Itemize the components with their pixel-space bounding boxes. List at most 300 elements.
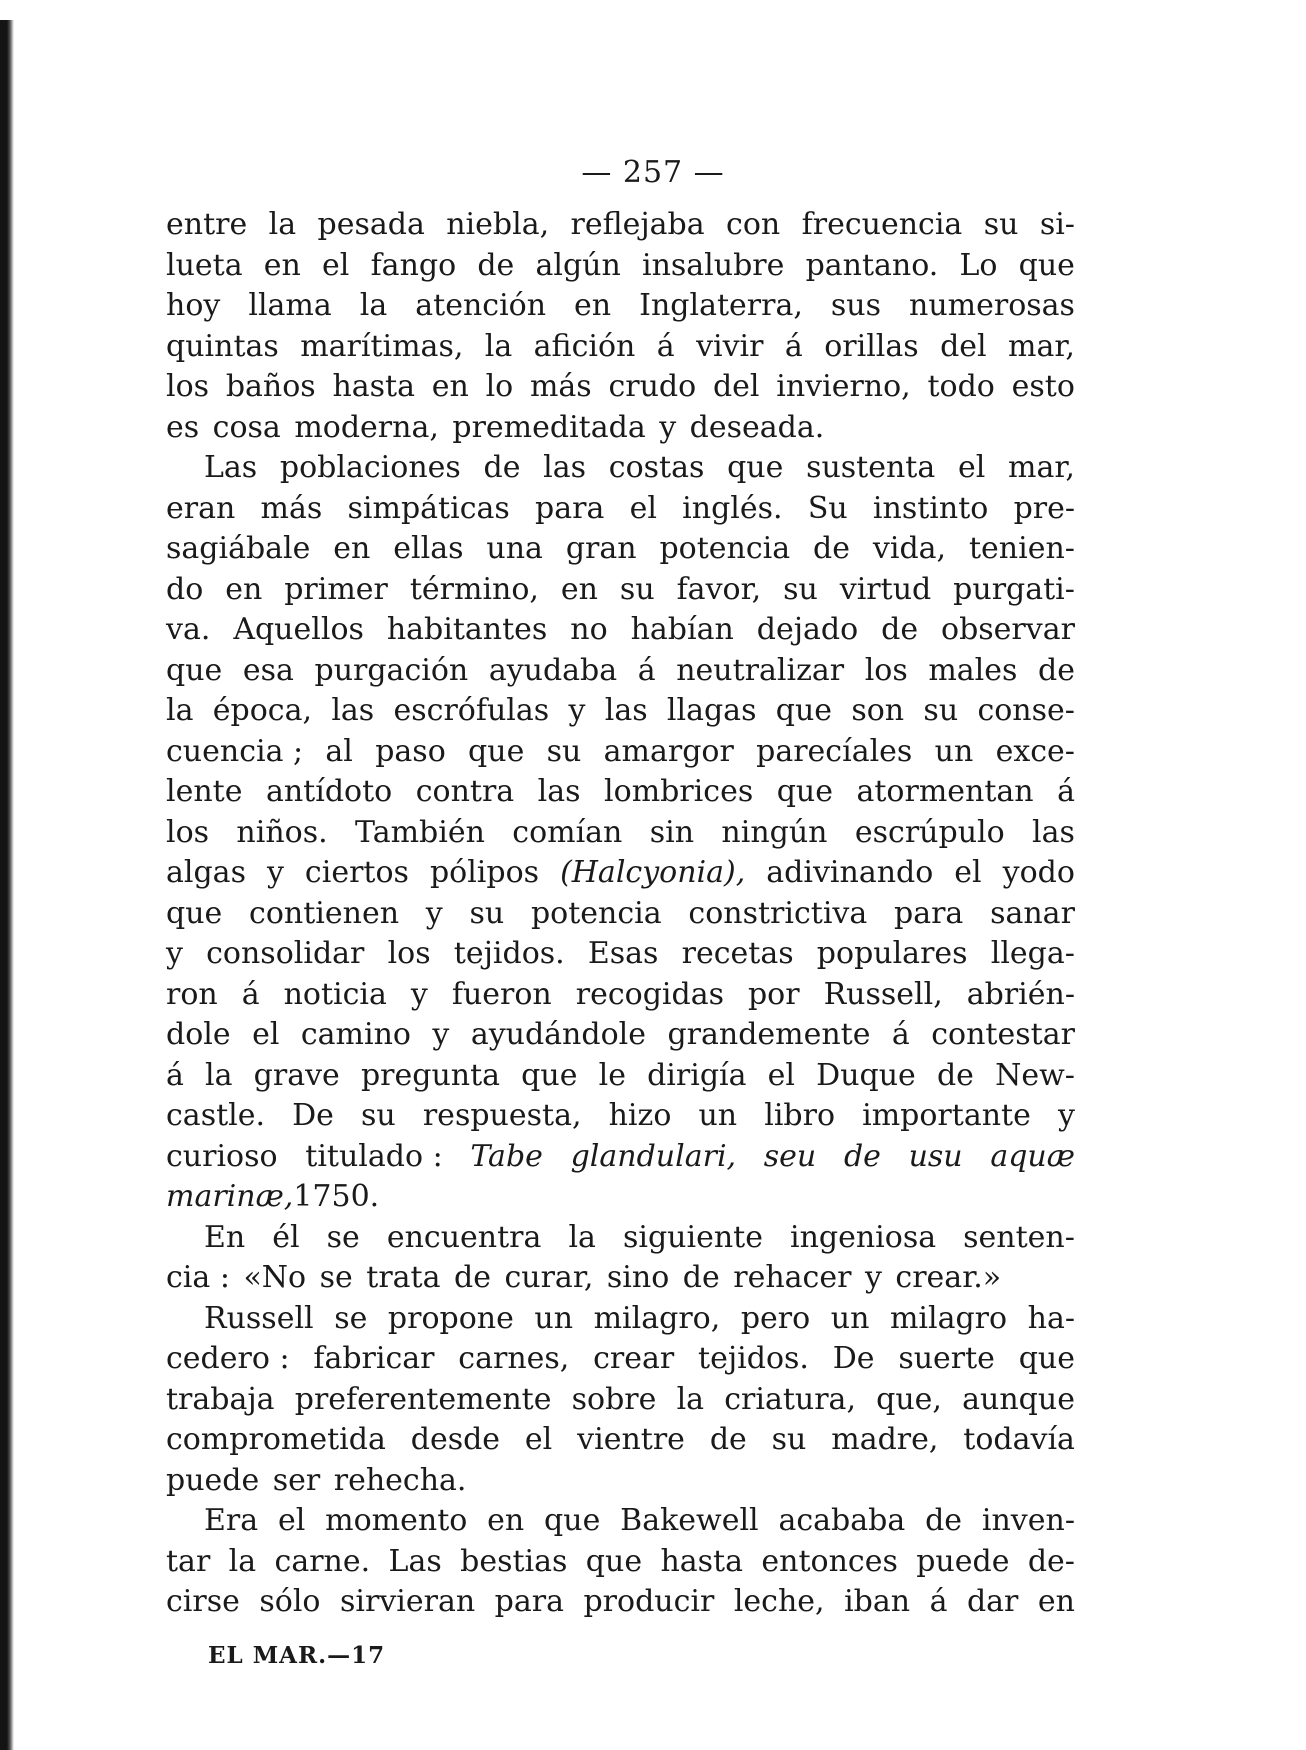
word: afición — [533, 328, 636, 364]
word: reflejaba — [570, 207, 705, 242]
word: grandemente — [667, 1017, 871, 1052]
word: ningún — [721, 814, 828, 850]
text-line — [166, 1542, 1075, 1583]
word: pesada — [317, 207, 425, 242]
word: de — [709, 1422, 747, 1457]
word: recetas — [681, 936, 794, 971]
word: carnes, — [458, 1341, 570, 1376]
word: las — [537, 774, 581, 809]
word: Russell, — [823, 976, 943, 1012]
text-line — [166, 1420, 1075, 1461]
word: de — [813, 531, 851, 566]
word: las — [331, 693, 375, 728]
word: crear.» — [895, 1260, 1002, 1295]
word: usu — [908, 1138, 963, 1174]
text-line — [166, 651, 1075, 692]
word: conse- — [977, 693, 1075, 728]
word: y — [166, 936, 183, 971]
word: Tabe — [470, 1138, 543, 1174]
word: la — [568, 1219, 596, 1255]
word: trabaja — [166, 1381, 275, 1417]
text-line — [166, 1258, 1075, 1299]
word: hasta — [332, 369, 415, 404]
word: senten- — [963, 1219, 1075, 1255]
text-line — [166, 732, 1075, 773]
word: de — [1037, 652, 1075, 688]
word: niebla, — [446, 207, 550, 242]
word: las — [543, 450, 587, 485]
text-line — [166, 894, 1075, 935]
word: encuentra — [386, 1219, 542, 1255]
word: dar — [966, 1584, 1019, 1619]
word: ayudaba — [488, 652, 618, 688]
word: atención — [415, 288, 547, 323]
word: sus — [830, 288, 882, 323]
word: mar, — [1008, 450, 1075, 485]
word: esto — [1011, 369, 1075, 404]
word: noticia — [283, 976, 387, 1012]
word: con — [726, 207, 781, 242]
word: eran — [166, 490, 236, 526]
word: y — [266, 855, 284, 890]
word: leche, — [733, 1584, 825, 1619]
word: De — [292, 1098, 334, 1133]
word: simpáticas — [347, 490, 510, 526]
word: paso — [375, 733, 446, 769]
word: de — [843, 1138, 881, 1174]
word: recogidas — [575, 976, 724, 1012]
word: en — [225, 571, 263, 607]
word: propone — [387, 1300, 514, 1336]
word: una — [486, 531, 543, 566]
word: y — [410, 976, 428, 1012]
word: pólipos — [429, 855, 540, 890]
word: primer — [284, 571, 388, 607]
word: adivinando — [766, 855, 934, 890]
word: cirse — [166, 1584, 240, 1619]
word: la — [228, 1543, 257, 1579]
word: escrófulas — [393, 693, 550, 728]
word: habían — [630, 612, 734, 647]
word: Lo — [959, 247, 998, 283]
word: algún — [535, 247, 621, 283]
text-line — [166, 691, 1075, 732]
word: observar — [941, 612, 1075, 647]
word: Duque — [816, 1057, 916, 1093]
word: á — [656, 328, 675, 364]
text-line — [166, 1461, 1075, 1502]
word: moderna, — [294, 409, 439, 445]
text-line — [166, 448, 1075, 489]
word: en — [431, 369, 469, 404]
word: lente — [166, 774, 243, 809]
word: producir — [583, 1584, 715, 1619]
word: sirvieran — [339, 1584, 476, 1619]
word: atormentan — [856, 774, 1034, 809]
word: no — [570, 612, 608, 647]
word: que — [776, 774, 833, 809]
word: que — [544, 1503, 601, 1538]
word: de- — [1027, 1543, 1075, 1579]
text-line — [166, 975, 1075, 1016]
body-text — [166, 205, 1075, 1623]
word: época, — [212, 693, 313, 728]
word: que, — [876, 1381, 942, 1417]
word: numerosas — [909, 288, 1075, 323]
word: del — [712, 369, 760, 404]
text-line — [166, 1339, 1075, 1380]
word: se — [334, 1300, 368, 1336]
word: purgación — [314, 652, 469, 688]
word: Aquellos — [233, 612, 364, 647]
word: al — [325, 733, 353, 769]
word: para — [535, 490, 605, 526]
word: tejidos. — [453, 936, 565, 971]
word: castle. — [166, 1098, 266, 1133]
word: y — [425, 895, 443, 931]
word: niños. — [236, 814, 328, 850]
word: baños — [225, 369, 316, 404]
word: fabricar — [313, 1341, 435, 1376]
word: ayudándole — [470, 1017, 646, 1052]
word: contestar — [931, 1017, 1075, 1052]
word: curar, — [504, 1260, 594, 1295]
word: vivir — [696, 328, 764, 364]
word: neutralizar — [676, 652, 845, 688]
word: gran — [565, 531, 637, 566]
word: el — [322, 247, 350, 283]
word: que — [1018, 247, 1075, 283]
word: comían — [512, 814, 623, 850]
word: sagiábale — [166, 531, 311, 566]
word: quintas — [166, 328, 279, 364]
word: su — [771, 1422, 807, 1457]
word: Era — [204, 1503, 259, 1538]
word: instinto — [872, 490, 989, 526]
word: él — [272, 1219, 300, 1255]
text-line — [166, 772, 1075, 813]
word: También — [355, 814, 485, 850]
word: algas — [166, 855, 246, 890]
word: hasta — [660, 1543, 743, 1579]
word: su — [546, 733, 582, 769]
word: camino — [300, 1017, 411, 1052]
word: en — [487, 1503, 525, 1538]
word: su — [361, 1098, 396, 1133]
text-line — [166, 610, 1075, 651]
word: su — [783, 571, 818, 607]
word: la — [359, 288, 388, 323]
word: hizo — [608, 1098, 672, 1133]
word: virtud — [839, 571, 932, 607]
word: es — [166, 409, 200, 445]
text-line — [166, 813, 1075, 854]
word: marítimas, — [300, 328, 464, 364]
word: sobre — [571, 1381, 657, 1417]
word: abrién- — [966, 976, 1075, 1012]
word: carne. — [274, 1543, 371, 1579]
text-line — [166, 205, 1075, 246]
word: el — [524, 1422, 553, 1457]
word: New- — [995, 1057, 1075, 1093]
word: y — [659, 409, 677, 445]
word: marinæ, — [166, 1179, 294, 1214]
word: populares — [816, 936, 968, 971]
word: rehecha. — [333, 1462, 467, 1498]
word: llagas — [666, 693, 757, 728]
text-line — [166, 1177, 1075, 1218]
word: de — [881, 612, 919, 647]
word: puede — [916, 1543, 1010, 1579]
word: un — [830, 1300, 870, 1336]
word: fango — [370, 247, 457, 283]
word: consolidar — [206, 936, 365, 971]
word: su — [983, 207, 1019, 242]
word: ron — [166, 976, 218, 1012]
word: cia : — [166, 1260, 230, 1295]
word: que — [727, 450, 784, 485]
word: en — [263, 247, 301, 283]
word: desde — [410, 1422, 501, 1457]
word: curioso — [166, 1138, 278, 1174]
word: invierno, — [776, 369, 911, 404]
word: los — [166, 814, 210, 850]
word: crudo — [608, 369, 697, 404]
word: cosa — [212, 409, 281, 445]
word: males — [928, 652, 1018, 688]
word: De — [832, 1341, 875, 1376]
word: tenien- — [968, 531, 1075, 566]
word: la — [166, 693, 194, 728]
book-binding-edge — [0, 20, 14, 1750]
word: dirigía — [647, 1057, 747, 1093]
word: ciertos — [304, 855, 409, 890]
word: le — [598, 1057, 626, 1093]
word: exce- — [995, 733, 1075, 769]
text-line — [166, 286, 1075, 327]
word: de — [477, 247, 515, 283]
word: aquæ — [990, 1138, 1075, 1174]
word: contra — [415, 774, 515, 809]
word: milagro, — [593, 1300, 721, 1336]
word: Russell — [204, 1300, 314, 1336]
word: de — [483, 450, 521, 485]
word: las — [604, 693, 648, 728]
word: lo — [485, 369, 514, 404]
word: de — [925, 1503, 963, 1538]
word: si- — [1039, 207, 1075, 242]
word: en — [574, 288, 612, 323]
word: Bakewell — [620, 1503, 759, 1538]
text-line — [166, 1218, 1075, 1259]
word: madre, — [831, 1422, 939, 1457]
word: del — [940, 328, 987, 364]
word: sanar — [990, 895, 1075, 931]
word: deseada. — [689, 409, 825, 445]
word: frecuencia — [801, 207, 963, 242]
word: su — [923, 693, 959, 728]
word: Esas — [587, 936, 659, 971]
word: de — [936, 1057, 974, 1093]
word: más — [260, 490, 323, 526]
word: lueta — [166, 247, 243, 283]
word: habitantes — [386, 612, 548, 647]
word: criatura, — [724, 1381, 856, 1417]
word: puede — [166, 1462, 260, 1498]
text-line — [166, 1501, 1075, 1542]
word: el — [954, 855, 982, 890]
word: fueron — [451, 976, 552, 1012]
text-line — [166, 1056, 1075, 1097]
word: preferentemente — [294, 1381, 552, 1417]
word: de — [682, 1260, 720, 1295]
word: iban — [844, 1584, 911, 1619]
word: amargor — [603, 733, 734, 769]
word: suerte — [898, 1341, 995, 1376]
word: á — [891, 1017, 910, 1052]
word: ha- — [1027, 1300, 1075, 1336]
word: milagro — [889, 1300, 1008, 1336]
word: crear — [593, 1341, 675, 1376]
word: el — [767, 1057, 796, 1093]
word: y — [1057, 1098, 1075, 1133]
word: para — [894, 895, 964, 931]
word: se — [319, 1260, 353, 1295]
word: bestias — [460, 1543, 568, 1579]
word: potencia — [530, 895, 662, 931]
word: esa — [242, 652, 294, 688]
word: pre- — [1013, 490, 1075, 526]
word: pantano. — [805, 247, 939, 283]
word: á — [166, 1057, 184, 1093]
word: que — [166, 652, 223, 688]
word: su — [619, 571, 655, 607]
word: purgati- — [953, 571, 1075, 607]
word: se — [326, 1219, 360, 1255]
text-line — [166, 1582, 1075, 1623]
text-line — [166, 853, 1075, 894]
word: orillas — [824, 328, 919, 364]
word: aunque — [962, 1381, 1075, 1417]
word: grave — [253, 1057, 340, 1093]
word: momento — [325, 1503, 468, 1538]
word: á — [241, 976, 260, 1012]
word: respuesta, — [422, 1098, 582, 1133]
word: y — [864, 1260, 882, 1295]
word: los — [864, 652, 908, 688]
word: llama — [248, 288, 332, 323]
word: son — [851, 693, 905, 728]
word: todo — [927, 369, 995, 404]
word: que — [521, 1057, 578, 1093]
text-line — [166, 529, 1075, 570]
word: cuencia ; — [166, 733, 304, 769]
word: vida, — [872, 531, 947, 566]
word: y — [432, 1017, 450, 1052]
word: potencia — [659, 531, 791, 566]
page-number: — 257 — — [581, 155, 725, 190]
text-line — [166, 408, 1075, 449]
word: poblaciones — [279, 450, 461, 485]
word: llega- — [990, 936, 1075, 971]
text-line — [166, 1380, 1075, 1421]
text-line — [166, 1096, 1075, 1137]
word: el — [629, 490, 657, 526]
word: las — [1032, 814, 1075, 850]
word: importante — [862, 1098, 1031, 1133]
word: tejidos. — [698, 1341, 809, 1376]
word: el — [252, 1017, 280, 1052]
word: á — [929, 1584, 948, 1619]
word: un — [698, 1098, 738, 1133]
word: todavía — [963, 1422, 1075, 1457]
word: la — [268, 207, 297, 242]
word: en — [1037, 1584, 1075, 1619]
word: un — [934, 733, 974, 769]
text-line — [166, 246, 1075, 287]
word: do — [166, 571, 204, 607]
word: acababa — [778, 1503, 906, 1538]
word: que — [585, 1543, 643, 1579]
word: 1750. — [293, 1179, 380, 1214]
footer-signature: EL MAR.—17 — [208, 1642, 386, 1669]
word: en — [333, 531, 371, 566]
word: la — [676, 1381, 705, 1417]
word: seu — [763, 1138, 817, 1174]
word: insalubre — [641, 247, 785, 283]
word: siguiente — [622, 1219, 763, 1255]
word: Las — [204, 450, 258, 485]
word: lombrices — [604, 774, 754, 809]
word: para — [494, 1584, 564, 1619]
word: premeditada — [452, 409, 646, 445]
word: pregunta — [360, 1057, 501, 1093]
word: Su — [807, 490, 848, 526]
word: que — [166, 895, 223, 931]
word: comprometida — [166, 1422, 386, 1457]
word: tar — [166, 1543, 211, 1579]
word: á — [1057, 774, 1075, 809]
word: rehacer — [733, 1260, 852, 1295]
word: su — [469, 895, 505, 931]
word: inven- — [981, 1503, 1075, 1538]
word: entre — [166, 207, 248, 242]
word: sólo — [259, 1584, 321, 1619]
word: un — [534, 1300, 574, 1336]
text-line — [166, 1137, 1075, 1178]
word: los — [166, 369, 210, 404]
word: que — [775, 693, 833, 728]
word: sino — [606, 1260, 670, 1295]
word: los — [387, 936, 431, 971]
word: sin — [649, 814, 695, 850]
text-line — [166, 570, 1075, 611]
word: Las — [388, 1543, 442, 1579]
word: glandulari, — [570, 1138, 737, 1174]
text-line — [166, 1015, 1075, 1056]
word: Inglaterra, — [639, 288, 803, 323]
word: pero — [740, 1300, 811, 1336]
word: escrúpulo — [854, 814, 1005, 850]
word: (Halcyonia), — [560, 855, 746, 890]
word: el — [957, 450, 986, 485]
word: el — [277, 1503, 306, 1538]
word: dole — [166, 1017, 231, 1052]
word: libro — [764, 1098, 836, 1133]
word: que — [1018, 1341, 1075, 1376]
word: va. — [166, 612, 211, 647]
word: costas — [608, 450, 705, 485]
